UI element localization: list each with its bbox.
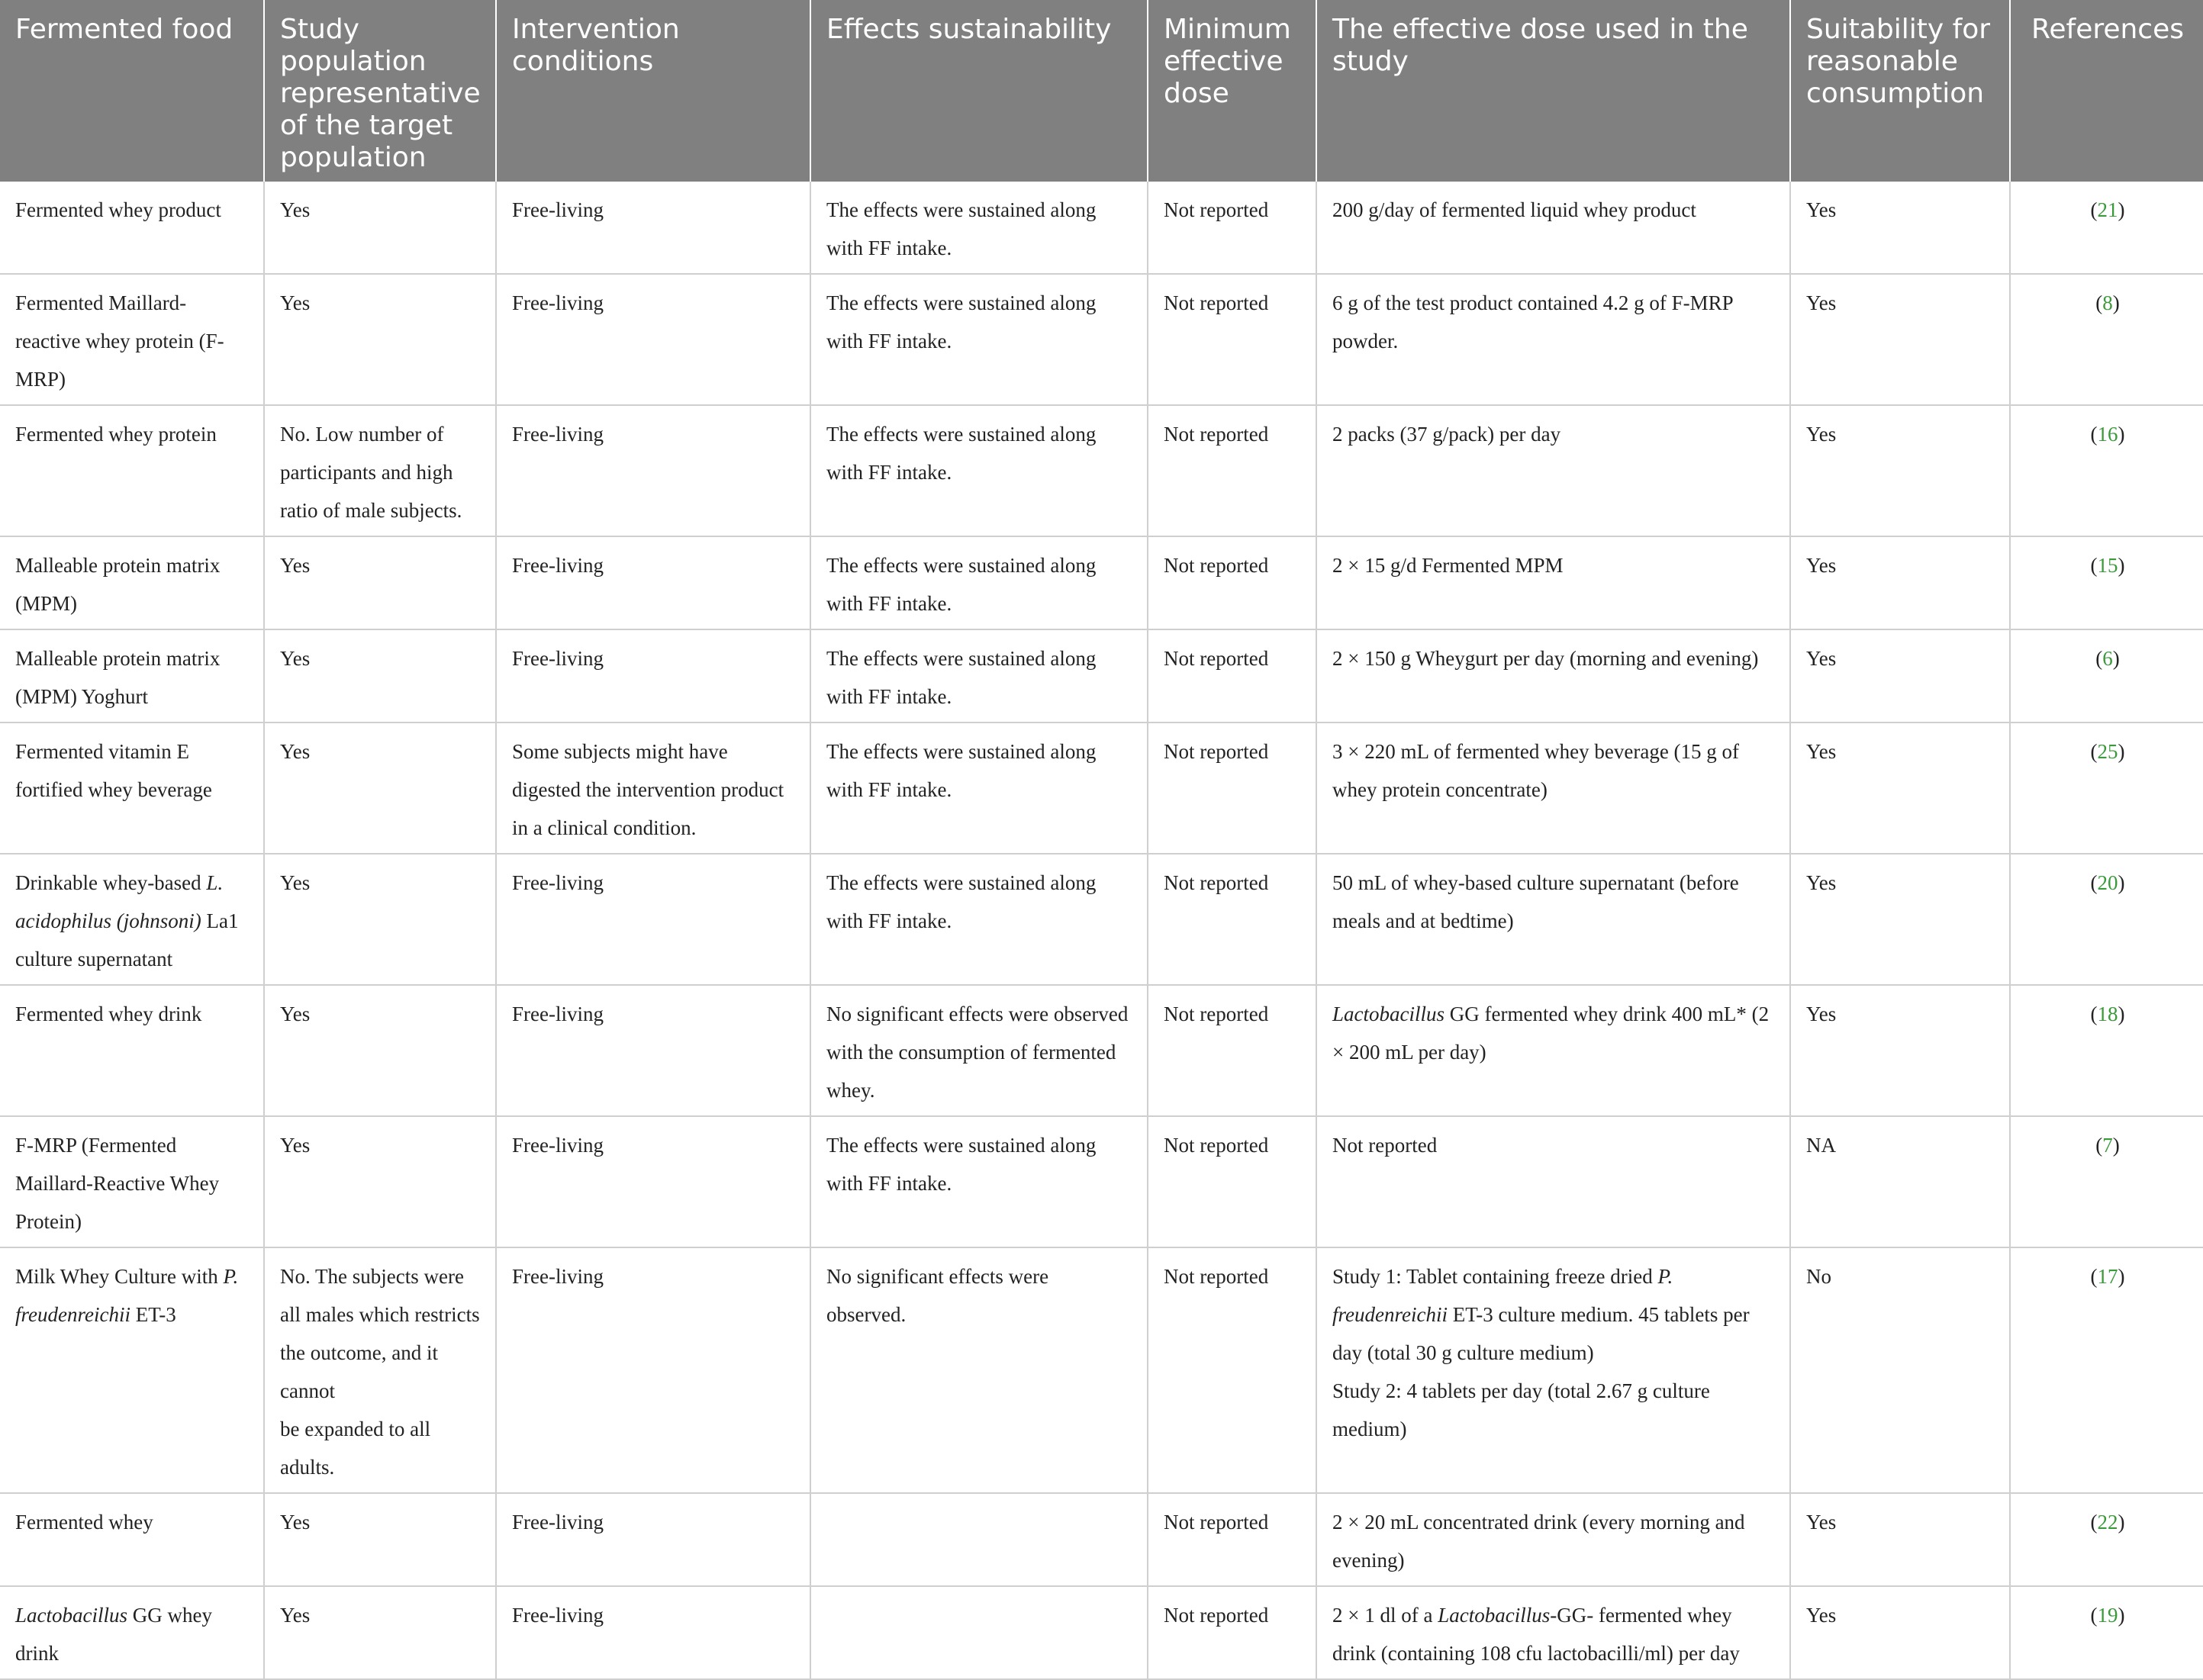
cell-population: Yes <box>264 985 496 1116</box>
cell-intervention: Free-living <box>496 182 810 274</box>
header-effects-sustainability: Effects sustainability <box>810 0 1148 182</box>
cell-suitability: Yes <box>1790 1586 2010 1679</box>
dose-text: Study 1: Tablet containing freeze dried <box>1332 1265 1658 1288</box>
citation-link[interactable]: 19 <box>2097 1604 2118 1627</box>
cell-sustainability: The effects were sustained along with FF intake. <box>810 182 1148 274</box>
organism-name: P. freudenreichii <box>15 1265 239 1326</box>
cell-dose <box>1316 1247 1790 1493</box>
citation-link[interactable]: 25 <box>2097 740 2118 763</box>
cell-dose: 3 × 220 mL of fermented whey beverage (15 g of whey protein concentrate) <box>1316 723 1790 854</box>
cell-dose: 2 × 20 mL concentrated drink (every morning and evening) <box>1316 1493 1790 1586</box>
cell-min-dose: Not reported <box>1148 629 1316 723</box>
cell-intervention: Free-living <box>496 405 810 536</box>
citation-link[interactable]: 18 <box>2097 1003 2118 1025</box>
dose-text: 2 × 1 dl of a <box>1332 1604 1438 1627</box>
cell-suitability: Yes <box>1790 723 2010 854</box>
header-effective-dose: The effective dose used in the study <box>1316 0 1790 182</box>
cell-reference: (8) <box>2010 274 2203 405</box>
table-row <box>0 723 2203 854</box>
organism-name: Lactobacillus <box>1438 1604 1551 1627</box>
cell-food: Fermented whey <box>0 1493 264 1586</box>
cell-food <box>0 1586 264 1679</box>
cell-dose: 6 g of the test product contained 4.2 g of F-MRP powder. <box>1316 274 1790 405</box>
table-row <box>0 1247 2203 1493</box>
header-suitability: Suitability for reasonable consumption <box>1790 0 2010 182</box>
cell-sustainability: No significant effects were observed. <box>810 1247 1148 1493</box>
dose-text: -GG- fermented whey drink (containing 108 cfu lactobacilli/ml) per day <box>1332 1604 1740 1665</box>
cell-food: Fermented whey product <box>0 182 264 274</box>
cell-population: Yes <box>264 723 496 854</box>
cell-reference: (21) <box>2010 182 2203 274</box>
header-intervention-conditions: Intervention conditions <box>496 0 810 182</box>
cell-dose: 2 × 15 g/d Fermented MPM <box>1316 536 1790 629</box>
header-study-population: Study population representative of the target population <box>264 0 496 182</box>
citation-link[interactable]: 20 <box>2097 871 2118 894</box>
citation-link[interactable]: 17 <box>2097 1265 2118 1288</box>
cell-dose: 2 packs (37 g/pack) per day <box>1316 405 1790 536</box>
cell-suitability: Yes <box>1790 985 2010 1116</box>
cell-intervention: Free-living <box>496 274 810 405</box>
citation-link[interactable]: 15 <box>2097 554 2118 577</box>
citation-link[interactable]: 7 <box>2102 1134 2113 1157</box>
cell-suitability: Yes <box>1790 536 2010 629</box>
cell-dose <box>1316 1586 1790 1679</box>
header-fermented-food: Fermented food <box>0 0 264 182</box>
cell-reference: (25) <box>2010 723 2203 854</box>
cell-suitability: Yes <box>1790 1493 2010 1586</box>
citation-link[interactable]: 6 <box>2102 647 2113 670</box>
cell-sustainability: No significant effects were observed with the consumption of fermented whey. <box>810 985 1148 1116</box>
cell-suitability: No <box>1790 1247 2010 1493</box>
cell-sustainability: The effects were sustained along with FF intake. <box>810 536 1148 629</box>
cell-population: Yes <box>264 1493 496 1586</box>
cell-dose: 200 g/day of fermented liquid whey product <box>1316 182 1790 274</box>
table-row <box>0 405 2203 536</box>
cell-min-dose: Not reported <box>1148 405 1316 536</box>
dose-text: ET-3 culture medium. 45 tablets per day (total 30 g culture medium) <box>1332 1303 1750 1364</box>
cell-min-dose: Not reported <box>1148 985 1316 1116</box>
cell-min-dose: Not reported <box>1148 723 1316 854</box>
cell-food <box>0 854 264 985</box>
cell-min-dose: Not reported <box>1148 1247 1316 1493</box>
organism-name: Lactobacillus <box>1332 1003 1445 1025</box>
food-text: GG whey drink <box>15 1604 212 1665</box>
cell-reference: (18) <box>2010 985 2203 1116</box>
cell-reference: (17) <box>2010 1247 2203 1493</box>
cell-sustainability: The effects were sustained along with FF intake. <box>810 405 1148 536</box>
cell-sustainability: The effects were sustained along with FF intake. <box>810 629 1148 723</box>
cell-population <box>264 1247 496 1493</box>
cell-suitability: Yes <box>1790 854 2010 985</box>
cell-suitability: Yes <box>1790 274 2010 405</box>
citation-link[interactable]: 16 <box>2097 423 2118 446</box>
cell-population: Yes <box>264 274 496 405</box>
header-minimum-effective-dose: Minimum effective dose <box>1148 0 1316 182</box>
cell-population: Yes <box>264 629 496 723</box>
cell-suitability: Yes <box>1790 182 2010 274</box>
citation-link[interactable]: 8 <box>2102 291 2113 314</box>
cell-min-dose: Not reported <box>1148 1116 1316 1247</box>
cell-intervention: Free-living <box>496 536 810 629</box>
table-row <box>0 182 2203 274</box>
dose-text: Study 2: 4 tablets per day (total 2.67 g culture medium) <box>1332 1379 1710 1440</box>
cell-min-dose: Not reported <box>1148 1493 1316 1586</box>
table-row <box>0 629 2203 723</box>
cell-dose: 2 × 150 g Wheygurt per day (morning and evening) <box>1316 629 1790 723</box>
cell-food: Fermented whey protein <box>0 405 264 536</box>
cell-suitability: NA <box>1790 1116 2010 1247</box>
citation-link[interactable]: 21 <box>2097 198 2118 221</box>
cell-intervention: Free-living <box>496 1586 810 1679</box>
table-row <box>0 274 2203 405</box>
cell-intervention: Free-living <box>496 1116 810 1247</box>
cell-food: Fermented Maillard-reactive whey protein (F-MRP) <box>0 274 264 405</box>
cell-reference: (22) <box>2010 1493 2203 1586</box>
cell-dose: 50 mL of whey-based culture supernatant (before meals and at bedtime) <box>1316 854 1790 985</box>
cell-reference: (20) <box>2010 854 2203 985</box>
cell-food: Fermented whey drink <box>0 985 264 1116</box>
cell-intervention: Free-living <box>496 1247 810 1493</box>
cell-food <box>0 1247 264 1493</box>
cell-reference: (7) <box>2010 1116 2203 1247</box>
table-row <box>0 1586 2203 1679</box>
table-row <box>0 1493 2203 1586</box>
cell-intervention: Free-living <box>496 985 810 1116</box>
table-row <box>0 1116 2203 1247</box>
cell-min-dose: Not reported <box>1148 854 1316 985</box>
cell-sustainability: The effects were sustained along with FF intake. <box>810 1116 1148 1247</box>
cell-sustainability: The effects were sustained along with FF intake. <box>810 854 1148 985</box>
cell-reference: (16) <box>2010 405 2203 536</box>
cell-population: Yes <box>264 182 496 274</box>
cell-intervention: Free-living <box>496 1493 810 1586</box>
citation-link[interactable]: 22 <box>2097 1511 2118 1534</box>
cell-reference: (15) <box>2010 536 2203 629</box>
table-row <box>0 854 2203 985</box>
header-references: References <box>2010 0 2203 182</box>
population-text: No. The subjects were all males which restricts the outcome, and it cannot <box>280 1265 480 1402</box>
cell-intervention: Some subjects might have digested the intervention product in a clinical condition. <box>496 723 810 854</box>
cell-population: Yes <box>264 1116 496 1247</box>
cell-reference: (6) <box>2010 629 2203 723</box>
cell-suitability: Yes <box>1790 629 2010 723</box>
cell-food: Fermented vitamin E fortified whey beverage <box>0 723 264 854</box>
food-text: Drinkable whey-based <box>15 871 207 894</box>
cell-suitability: Yes <box>1790 405 2010 536</box>
population-text: be expanded to all adults. <box>280 1418 431 1479</box>
cell-food: Malleable protein matrix (MPM) <box>0 536 264 629</box>
cell-min-dose: Not reported <box>1148 182 1316 274</box>
cell-sustainability: The effects were sustained along with FF intake. <box>810 723 1148 854</box>
cell-sustainability <box>810 1493 1148 1586</box>
cell-intervention: Free-living <box>496 854 810 985</box>
cell-dose <box>1316 985 1790 1116</box>
cell-food: F-MRP (Fermented Maillard-Reactive Whey Protein) <box>0 1116 264 1247</box>
cell-intervention: Free-living <box>496 629 810 723</box>
cell-food: Malleable protein matrix (MPM) Yoghurt <box>0 629 264 723</box>
food-text: Milk Whey Culture with <box>15 1265 224 1288</box>
cell-population: Yes <box>264 536 496 629</box>
organism-name: P. freudenreichii <box>1332 1265 1673 1326</box>
cell-sustainability: The effects were sustained along with FF intake. <box>810 274 1148 405</box>
food-text: ET-3 <box>130 1303 176 1326</box>
food-text: La1 culture supernatant <box>15 909 239 970</box>
table-row <box>0 536 2203 629</box>
cell-reference: (19) <box>2010 1586 2203 1679</box>
cell-population: Yes <box>264 1586 496 1679</box>
cell-population: Yes <box>264 854 496 985</box>
cell-dose: Not reported <box>1316 1116 1790 1247</box>
cell-min-dose: Not reported <box>1148 536 1316 629</box>
organism-name: L. acidophilus (johnsoni) <box>15 871 224 932</box>
table-row <box>0 985 2203 1116</box>
organism-name: Lactobacillus <box>15 1604 127 1627</box>
cell-population: No. Low number of participants and high ratio of male subjects. <box>264 405 496 536</box>
dose-text: GG fermented whey drink 400 mL* (2 × 200 mL per day) <box>1332 1003 1770 1064</box>
cell-sustainability <box>810 1586 1148 1679</box>
cell-min-dose: Not reported <box>1148 1586 1316 1679</box>
cell-min-dose: Not reported <box>1148 274 1316 405</box>
table-header <box>0 0 2203 182</box>
